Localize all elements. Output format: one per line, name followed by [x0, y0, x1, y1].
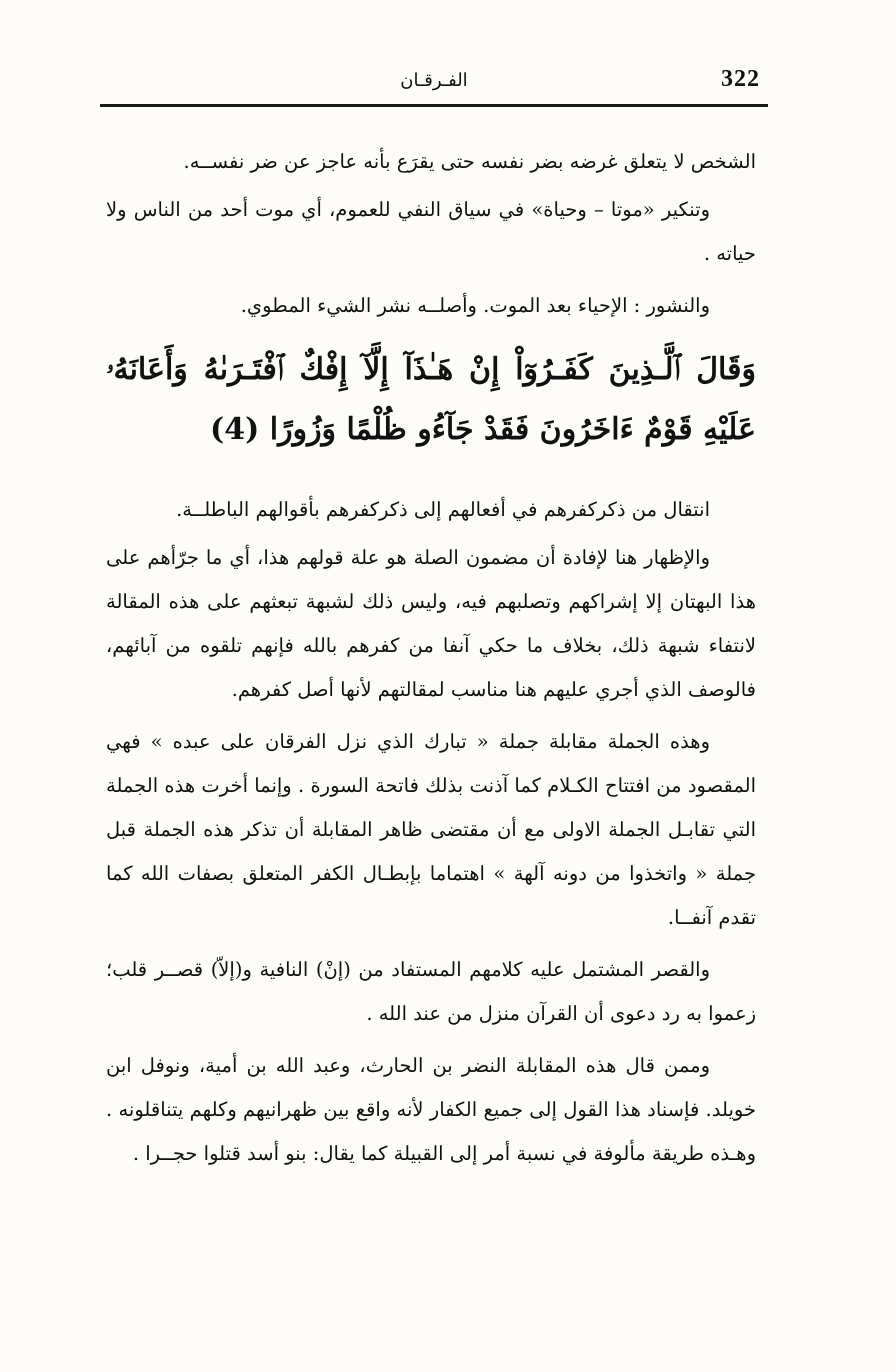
page-header	[100, 58, 768, 107]
paragraph: والنشور : الإحياء بعد الموت. وأصلــه نشر الشيء المطوي.	[240, 294, 710, 317]
page-body	[106, 140, 756, 1180]
paragraph: انتقال من ذكركفرهم في أفعالهم إلى ذكركفرهم بأقوالهم الباطلــة.	[176, 498, 710, 521]
paragraph: وهذه الجملة مقابلة جملة « تبارك الذي نزل الفرقان على عبده » فهي المقصود من افتتاح الكـلام كما آذنت بذلك فاتحة السورة . وإنما أخرت هذه الجملة التي تقابـل الجملة الاولى مع أن مقتضى ظاهر المقابلة أن تذكر هذه الجملة قبل جملة « واتخذوا من دونه آلهة » اهتماما بإبطـال الكفر المتعلق بصفات الله كما تقدم آنفــا.	[106, 730, 756, 929]
running-head: الفـرقـان	[400, 70, 468, 91]
paragraph: والقصر المشتمل عليه كلامهم المستفاد من (إنْ) النافية و(إلاّ) قصــر قلب؛ زعموا به رد دعوى أن القرآن منزل من عند الله .	[106, 958, 756, 1025]
paragraph: والإظهار هنا لإفادة أن مضمون الصلة هو علة قولهم هذا، أي ما جرّأهم على هذا البهتان إلا إشراكهم وتصلبهم فيه، وليس ذلك لشبهة تبعثهم على هذه المقالة لانتفاء شبهة ذلك، بخلاف ما حكي آنفا من كفرهم بالله فإنهم تلقوه من آبائهم، فالوصف الذي أجري عليهم هنا مناسب لمقالتهم لأنها أصل كفرهم.	[106, 546, 756, 701]
quran-verse: وَقَالَ ٱلَّـذِينَ كَفَـرُوٓاْ إِنْ هَـٰذَآ إِلَّآ إِفْكٌ ٱفْتَـرَىٰهُ وَأَعَانَهُۥ عَلَيْهِ قَوْمٌ ءَاخَرُونَ فَقَدْ جَآءُو ظُلْمًا وَزُورًا (4)	[106, 352, 756, 447]
paragraph: وتنكير «موتا – وحياة» في سياق النفي للعموم، أي موت أحد من الناس ولا حياته .	[106, 198, 756, 265]
paragraph: الشخص لا يتعلق غرضه بضر نفسه حتى يقرَع بأنه عاجز عن ضر نفســه.	[183, 150, 756, 173]
page-number: 322	[721, 66, 760, 92]
paragraph: وممن قال هذه المقابلة النضر بن الحارث، وعبد الله بن أمية، ونوفل ابن خويلد. فإسناد هذا القول إلى جميع الكفار لأنه واقع بين ظهرانيهم وكلهم يتناقلونه . وهـذه طريقة مألوفة في نسبة أمر إلى القبيلة كما يقال: بنو أسد قتلوا حجــرا .	[106, 1054, 756, 1165]
